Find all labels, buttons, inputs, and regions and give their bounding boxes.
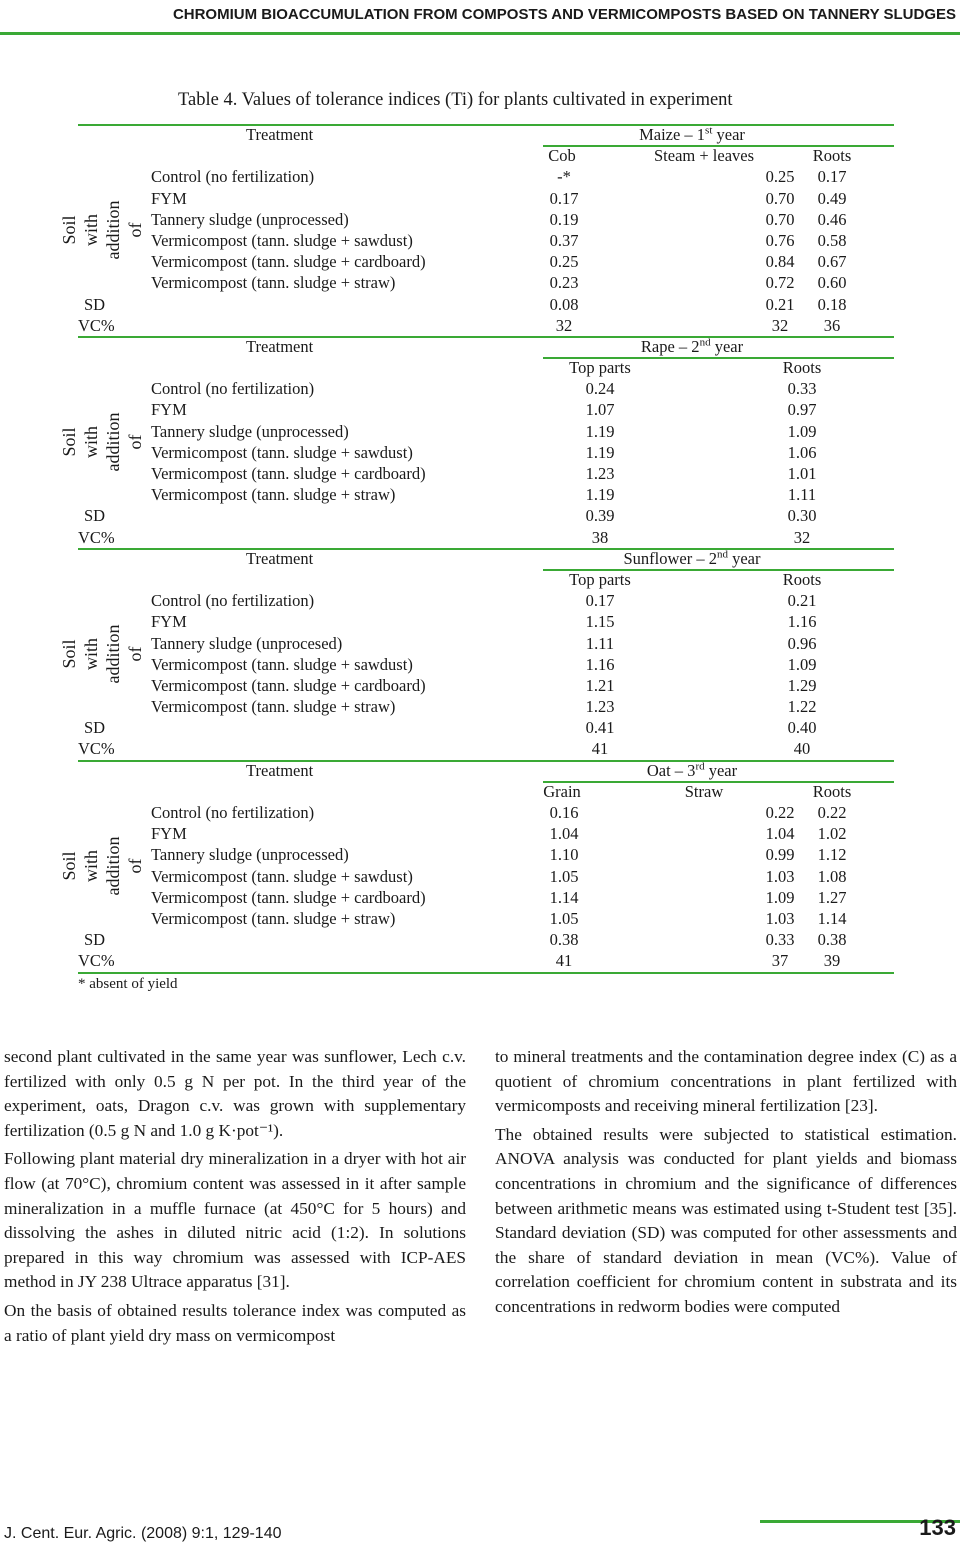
vc-label: VC% [78, 315, 115, 335]
cell-value: 0.25 [549, 252, 579, 272]
vc-value: 37 [771, 951, 789, 971]
column-header: Roots [812, 781, 852, 801]
cell-value: 1.19 [585, 442, 615, 462]
treatment-name: Vermicompost (tann. sludge + straw) [151, 485, 396, 505]
cell-value: 0.25 [765, 167, 795, 187]
block-header-row [78, 760, 894, 781]
cell-value: 0.23 [549, 273, 579, 293]
vc-value: 41 [555, 951, 573, 971]
cell-value: 0.19 [549, 209, 579, 229]
treatment-label: Treatment [246, 760, 314, 780]
cell-value: 1.06 [787, 442, 817, 462]
column-header: Roots [782, 358, 822, 378]
page-number: 133 [919, 1515, 956, 1540]
table-row [78, 378, 894, 399]
table-row [78, 802, 894, 823]
sd-value: 0.30 [787, 506, 817, 526]
table-row [78, 675, 894, 696]
table-row [78, 654, 894, 675]
crop-year: year [727, 548, 761, 568]
group-label-text: Soil with addition of [59, 624, 145, 684]
crop-name: Rape – 2 [640, 336, 700, 356]
cell-value: 0.46 [817, 209, 847, 229]
sd-value: 0.33 [765, 930, 795, 950]
paragraph: to mineral treatments and the contamination degree index (C) as a quotient of chromium concentrations in plant fertilized with vermicomposts and receiving mineral fertilization [23]. [495, 1047, 957, 1116]
vc-value: 40 [793, 739, 811, 759]
crop-name: Maize – 1 [639, 125, 706, 144]
cell-value: 0.33 [787, 379, 817, 399]
sd-label: SD [84, 718, 106, 738]
treatment-rows [59, 166, 894, 293]
sd-row [78, 505, 894, 526]
block-header-row [78, 548, 894, 569]
cell-value: 0.97 [787, 400, 817, 420]
table-row [78, 484, 894, 505]
block-header-row [78, 124, 894, 145]
sd-value: 0.18 [817, 294, 847, 314]
sd-row [78, 294, 894, 315]
vc-label: VC% [78, 951, 115, 971]
cell-value: 0.17 [549, 188, 579, 208]
table-row [78, 188, 894, 209]
group-label-text: Soil with addition of [59, 200, 145, 260]
treatment-rows [59, 590, 894, 717]
sd-value: 0.38 [549, 930, 579, 950]
body-column-left [4, 1045, 466, 1352]
vc-label: VC% [78, 527, 115, 547]
treatment-label: Treatment [246, 125, 314, 144]
table-row [78, 442, 894, 463]
treatment-name: FYM [151, 612, 187, 632]
crop-ordinal: nd [699, 336, 711, 349]
cell-value: 0.17 [817, 167, 847, 187]
treatment-rows [59, 378, 894, 505]
cell-value: 1.09 [765, 887, 795, 907]
treatment-name: Control (no fertilization) [151, 591, 315, 611]
table-bottom-rule [78, 972, 894, 974]
vc-row [78, 315, 894, 336]
body-column-right [495, 1045, 957, 1324]
table-row [78, 908, 894, 929]
crop-ordinal: rd [695, 760, 705, 773]
cell-value: 0.21 [787, 591, 817, 611]
table-row [78, 633, 894, 654]
treatment-name: Vermicompost (tann. sludge + sawdust) [151, 230, 413, 250]
cell-value: 1.19 [585, 485, 615, 505]
cell-value: 1.14 [549, 887, 579, 907]
table-row [78, 463, 894, 484]
table-row [78, 696, 894, 717]
table-block [59, 336, 894, 548]
cell-value: 0.16 [549, 803, 579, 822]
table-row [78, 611, 894, 632]
cell-value: 1.21 [585, 675, 615, 695]
table-row [78, 272, 894, 293]
treatment-name: Vermicompost (tann. sludge + straw) [151, 697, 396, 717]
sd-value: 0.40 [787, 718, 817, 738]
crop-name: Oat – 3 [646, 760, 696, 780]
cell-value: 1.27 [817, 887, 847, 907]
cell-value: 0.17 [585, 591, 615, 611]
cell-value: 0.67 [817, 252, 847, 272]
sd-value: 0.08 [549, 294, 579, 314]
cell-value: 0.96 [787, 633, 817, 653]
cell-value: 1.23 [585, 464, 615, 483]
sd-label: SD [84, 294, 106, 314]
vc-label: VC% [78, 739, 115, 759]
sd-label: SD [84, 930, 106, 950]
table-block [59, 124, 894, 336]
paragraph: The obtained results were subjected to statistical estimation. ANOVA analysis was conducted for plant yields and biomass concentrations in chromium and the significance of differences between arithmetic means was estimated using t-Student test [35]. Standard deviation (SD) was computed for other assessments and the share of standard deviation in mean (VC%). Value of correlation coefficient for chromium content in substrata and its concentrations in redworm bodies were computed [495, 1124, 957, 1316]
treatment-name: Tannery sludge (unprocessed) [151, 421, 349, 441]
sd-value: 0.41 [585, 718, 615, 738]
cell-value: 1.03 [765, 908, 795, 928]
table-row [78, 209, 894, 230]
cell-value: 1.04 [549, 824, 579, 844]
vc-value: 36 [823, 315, 841, 335]
table-row [78, 823, 894, 844]
vc-value: 32 [771, 315, 789, 335]
group-label-text: Soil with addition of [59, 412, 145, 472]
vc-row [78, 738, 894, 759]
crop-ordinal: nd [716, 548, 728, 561]
column-header: Top parts [569, 358, 631, 378]
treatment-name: FYM [151, 188, 187, 208]
table-row [78, 421, 894, 442]
treatment-name: Vermicompost (tann. sludge + sawdust) [151, 442, 413, 462]
cell-value: 1.07 [585, 400, 615, 420]
cell-value: 1.01 [787, 464, 817, 483]
treatment-name: FYM [151, 824, 187, 844]
cell-value: 1.16 [585, 654, 615, 674]
treatment-name: Control (no fertilization) [151, 167, 315, 187]
cell-value: 1.29 [787, 675, 817, 695]
crop-ordinal: st [705, 124, 713, 137]
treatment-name: Vermicompost (tann. sludge + straw) [151, 273, 396, 293]
table-row [78, 866, 894, 887]
treatment-name: Control (no fertilization) [151, 379, 315, 399]
crop-year: year [704, 760, 738, 780]
cell-value: 0.22 [765, 803, 795, 822]
sd-label: SD [84, 506, 106, 526]
cell-value: 1.02 [817, 824, 847, 844]
tolerance-index-table [59, 124, 894, 993]
crop-year: year [710, 336, 744, 356]
cell-value: 0.76 [765, 230, 795, 250]
vc-value: 41 [591, 739, 609, 759]
treatment-name: Vermicompost (tann. sludge + cardboard) [151, 887, 426, 907]
table-row [78, 887, 894, 908]
paragraph: second plant cultivated in the same year was sunflower, Lech c.v. fertilized with only 0.5 g N per pot. In the third year of the experiment, oats, Dragon c.v. was grown with supplementary fertilization (0.5 g N and 1.0 g K·pot⁻¹). [4, 1047, 466, 1140]
vc-row [78, 950, 894, 971]
treatment-name: Vermicompost (tann. sludge + sawdust) [151, 866, 413, 886]
cell-value: 1.12 [817, 845, 847, 865]
table-row [78, 166, 894, 187]
table-row [78, 251, 894, 272]
cell-value: 1.04 [765, 824, 795, 844]
sd-value: 0.21 [765, 294, 795, 314]
vc-value: 38 [591, 527, 609, 547]
cell-value: 1.22 [787, 697, 817, 717]
cell-value: 0.37 [549, 230, 579, 250]
cell-value: 0.24 [585, 379, 615, 399]
cell-value: 1.15 [585, 612, 615, 632]
column-header-row [78, 781, 894, 802]
cell-value: 0.99 [765, 845, 795, 865]
table-row [78, 590, 894, 611]
table-row [78, 230, 894, 251]
vc-value: 39 [823, 951, 841, 971]
crop-year: year [712, 125, 745, 144]
cell-value: 1.23 [585, 697, 615, 717]
treatment-rows [59, 802, 894, 929]
crop-title [641, 336, 743, 357]
crop-name: Sunflower – 2 [623, 548, 717, 568]
sd-row [78, 929, 894, 950]
cell-value: 1.03 [765, 866, 795, 886]
column-header-row [78, 357, 894, 378]
treatment-name: Tannery sludge (unprocesed) [151, 633, 343, 653]
cell-value: 0.72 [765, 273, 795, 293]
cell-value: 0.70 [765, 188, 795, 208]
treatment-name: Vermicompost (tann. sludge + cardboard) [151, 464, 426, 483]
table-caption: Table 4. Values of tolerance indices (Ti) for plants cultivated in experiment [178, 90, 733, 110]
header-rule [0, 32, 960, 35]
table-row [78, 399, 894, 420]
cell-value: 1.05 [549, 908, 579, 928]
cell-value: 1.08 [817, 866, 847, 886]
treatment-name: Vermicompost (tann. sludge + sawdust) [151, 654, 413, 674]
treatment-name: Vermicompost (tann. sludge + cardboard) [151, 252, 426, 272]
cell-value: -* [557, 167, 571, 187]
sd-value: 0.39 [585, 506, 615, 526]
cell-value: 1.14 [817, 908, 847, 928]
cell-value: 1.09 [787, 421, 817, 441]
cell-value: 1.11 [787, 485, 817, 505]
crop-title [647, 760, 737, 781]
column-header: Straw [684, 781, 724, 801]
vc-value: 32 [555, 315, 573, 335]
vc-value: 32 [793, 527, 811, 547]
cell-value: 1.10 [549, 845, 579, 865]
table-block [59, 760, 894, 972]
treatment-name: Vermicompost (tann. sludge + straw) [151, 908, 396, 928]
column-header-row [78, 569, 894, 590]
treatment-label: Treatment [246, 548, 314, 568]
treatment-name: Tannery sludge (unprocessed) [151, 209, 349, 229]
column-header: Cob [548, 146, 576, 166]
treatment-name: Vermicompost (tann. sludge + cardboard) [151, 675, 426, 695]
citation: J. Cent. Eur. Agric. (2008) 9:1, 129-140 [4, 1525, 282, 1542]
treatment-label: Treatment [246, 336, 314, 356]
paragraph: On the basis of obtained results tolerance index was computed as a ratio of plant yield dry mass on vermicompost [4, 1300, 466, 1345]
treatment-name: Tannery sludge (unprocessed) [151, 845, 349, 865]
column-header: Steam + leaves [653, 146, 755, 166]
cell-value: 0.49 [817, 188, 847, 208]
column-header: Roots [812, 146, 852, 166]
group-label-text: Soil with addition of [59, 836, 145, 896]
column-header: Grain [543, 781, 581, 801]
column-header-row [78, 145, 894, 166]
treatment-name: Control (no fertilization) [151, 803, 315, 822]
sd-row [78, 717, 894, 738]
table-footnote: * absent of yield [78, 975, 178, 992]
vc-row [78, 527, 894, 548]
cell-value: 0.22 [817, 803, 847, 822]
table-row [78, 844, 894, 865]
column-header: Roots [782, 569, 822, 589]
cell-value: 1.19 [585, 421, 615, 441]
cell-value: 0.60 [817, 273, 847, 293]
cell-value: 0.58 [817, 230, 847, 250]
cell-value: 1.09 [787, 654, 817, 674]
cell-value: 1.05 [549, 866, 579, 886]
crop-title [639, 124, 745, 145]
running-title: CHROMIUM BIOACCUMULATION FROM COMPOSTS AND VERMICOMPOSTS BASED ON TANNERY SLUDGES [172, 6, 956, 23]
sd-value: 0.38 [817, 930, 847, 950]
cell-value: 1.11 [585, 633, 615, 653]
crop-title [623, 548, 760, 569]
treatment-name: FYM [151, 400, 187, 420]
table-block [59, 548, 894, 760]
cell-value: 1.16 [787, 612, 817, 632]
cell-value: 0.70 [765, 209, 795, 229]
block-header-row [78, 336, 894, 357]
column-header: Top parts [569, 569, 631, 589]
cell-value: 0.84 [765, 252, 795, 272]
paragraph: Following plant material dry mineralization in a dryer with hot air flow (at 70°C), chromium content was assessed in it after sample mineralization in a muffle furnace (at 450°C for 5 hours) and dissolving the ashes in diluted nitric acid (1:2). In solutions prepared in this way chromium was assessed with ICP-AES method in JY 238 Ultrace apparatus [31]. [4, 1149, 466, 1292]
